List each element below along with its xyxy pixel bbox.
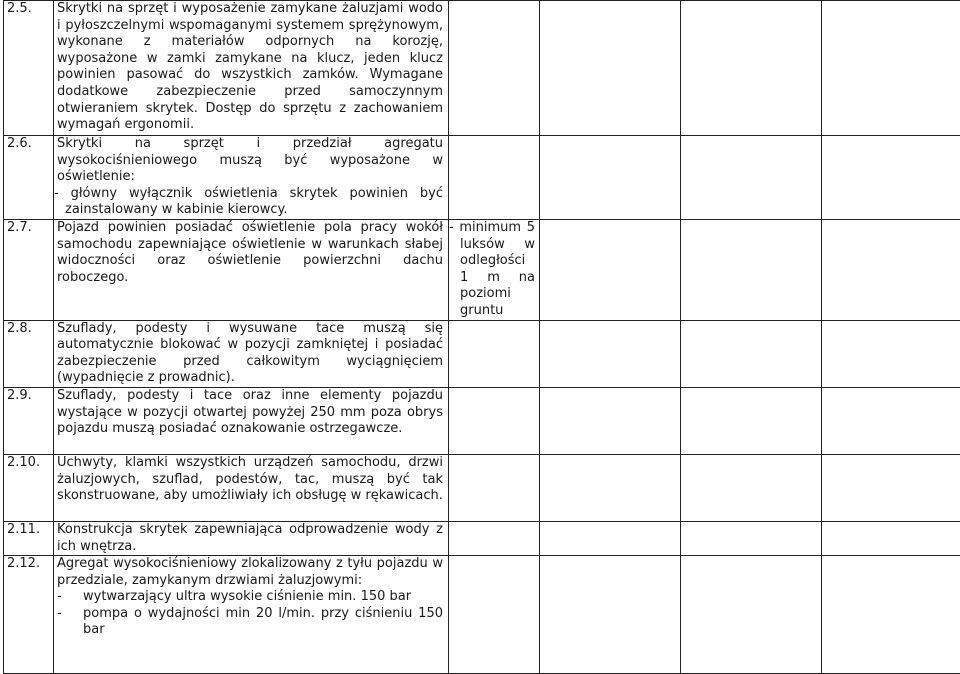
list-dash: - (57, 606, 83, 639)
description-cell (54, 136, 449, 220)
empty-cell (540, 1, 681, 136)
empty-cell (681, 454, 822, 521)
empty-cell (540, 454, 681, 521)
list-item (54, 606, 448, 639)
empty-cell (822, 387, 960, 454)
requirement-cell (449, 556, 540, 674)
empty-cell (822, 454, 960, 521)
description: Konstrukcja skrytek zapewniająca odprowadzenie wody z ich wnętrza. (54, 522, 448, 555)
empty-cell (540, 387, 681, 454)
list-item (54, 589, 448, 606)
row-number-cell (4, 454, 54, 521)
empty-cell (681, 320, 822, 387)
empty-cell (681, 521, 822, 555)
requirement-cell (449, 1, 540, 136)
empty-cell (540, 521, 681, 555)
requirement-cell (449, 136, 540, 220)
empty-cell (540, 219, 681, 320)
table-row (4, 387, 960, 454)
row-number-cell (4, 556, 54, 674)
description: Skrytki na sprzęt i wyposażenie zamykane żaluzjami wodo i pyłoszczelnymi wspomaganymi systemem sprężynowym, wykonane z materiałów odpornych na korozję, wyposażone w zamki zamykane na klucz, jeden klucz powinien pasować do wszystkich zamków. Wymagane dodatkowe zabezpieczenie przed samoczynnym otwieraniem skrytek. Dostęp do sprzętu z zachowaniem wymagań ergonomii. (54, 1, 448, 134)
row-number: 2.9. (4, 388, 53, 405)
requirement-cell (449, 320, 540, 387)
table-row (4, 136, 960, 220)
row-number: 2.12. (4, 556, 53, 573)
row-number: 2.5. (4, 1, 53, 18)
list-item-text: wytwarzający ultra wysokie ciśnienie min. 150 bar (83, 589, 411, 606)
row-number: 2.10. (4, 455, 53, 472)
row-number-cell (4, 219, 54, 320)
empty-cell (540, 556, 681, 674)
requirement-cell (449, 219, 540, 320)
empty-cell (822, 521, 960, 555)
empty-cell (681, 1, 822, 136)
row-number: 2.6. (4, 136, 53, 153)
description: Uchwyty, klamki wszystkich urządzeń samochodu, drzwi żaluzjowych, szuflad, podestów, tac, muszą być tak skonstruowane, aby umożliwiały ich obsługę w rękawicach. (54, 455, 448, 505)
row-number-cell (4, 521, 54, 555)
row-number-cell (4, 387, 54, 454)
empty-cell (681, 219, 822, 320)
requirement-cell (449, 454, 540, 521)
requirement-cell (449, 387, 540, 454)
empty-cell (540, 320, 681, 387)
table-row (4, 521, 960, 555)
table-row (4, 454, 960, 521)
empty-cell (540, 136, 681, 220)
description-cell (54, 1, 449, 136)
empty-cell (681, 136, 822, 220)
row-number-cell (4, 136, 54, 220)
requirement-cell (449, 521, 540, 555)
description: Skrytki na sprzęt i przedział agregatu wysokociśnieniowego muszą być wyposażone w oświetlenie: (54, 136, 448, 186)
description: Szuflady, podesty i tace oraz inne elementy pojazdu wystające w pozycji otwartej powyżej 250 mm poza obrys pojazdu muszą posiadać oznakowanie ostrzegawcze. (54, 388, 448, 438)
description: Pojazd powinien posiadać oświetlenie pola pracy wokół samochodu zapewniające oświetlenie w warunkach słabej widoczności oraz oświetlenie powierzchni dachu roboczego. (54, 220, 448, 286)
empty-cell (681, 556, 822, 674)
empty-cell (822, 219, 960, 320)
row-number: 2.8. (4, 321, 53, 338)
row-number: 2.11. (4, 522, 53, 539)
table-row (4, 219, 960, 320)
requirements-table (3, 0, 960, 674)
list-dash: - (57, 589, 83, 606)
description: Agregat wysokociśnieniowy zlokalizowany z tyłu pojazdu w przedziale, zamykanym drzwiami żaluzjowymi: (54, 556, 448, 589)
empty-cell (822, 556, 960, 674)
empty-cell (822, 136, 960, 220)
table-row (4, 1, 960, 136)
sub-item: - główny wyłącznik oświetlenia skrytek powinien być zainstalowany w kabinie kierowcy. (54, 186, 448, 219)
description-cell (54, 454, 449, 521)
description-cell (54, 219, 449, 320)
description-cell (54, 320, 449, 387)
row-number-cell (4, 320, 54, 387)
empty-cell (681, 387, 822, 454)
empty-cell (822, 1, 960, 136)
requirement-text: - minimum 5 luksów w odległości 1 m na poziomi gruntu (449, 220, 539, 320)
table-row (4, 556, 960, 674)
row-number: 2.7. (4, 220, 53, 237)
description-cell (54, 521, 449, 555)
description: Szuflady, podesty i wysuwane tace muszą się automatycznie blokować w pozycji zamkniętej i posiadać zabezpieczenie przed całkowitym wyciągnięciem (wypadnięcie z prowadnic). (54, 321, 448, 387)
description-cell (54, 556, 449, 674)
table-row (4, 320, 960, 387)
empty-cell (822, 320, 960, 387)
list-item-text: pompa o wydajności min 20 l/min. przy ciśnieniu 150 bar (83, 606, 443, 639)
description-cell (54, 387, 449, 454)
row-number-cell (4, 1, 54, 136)
